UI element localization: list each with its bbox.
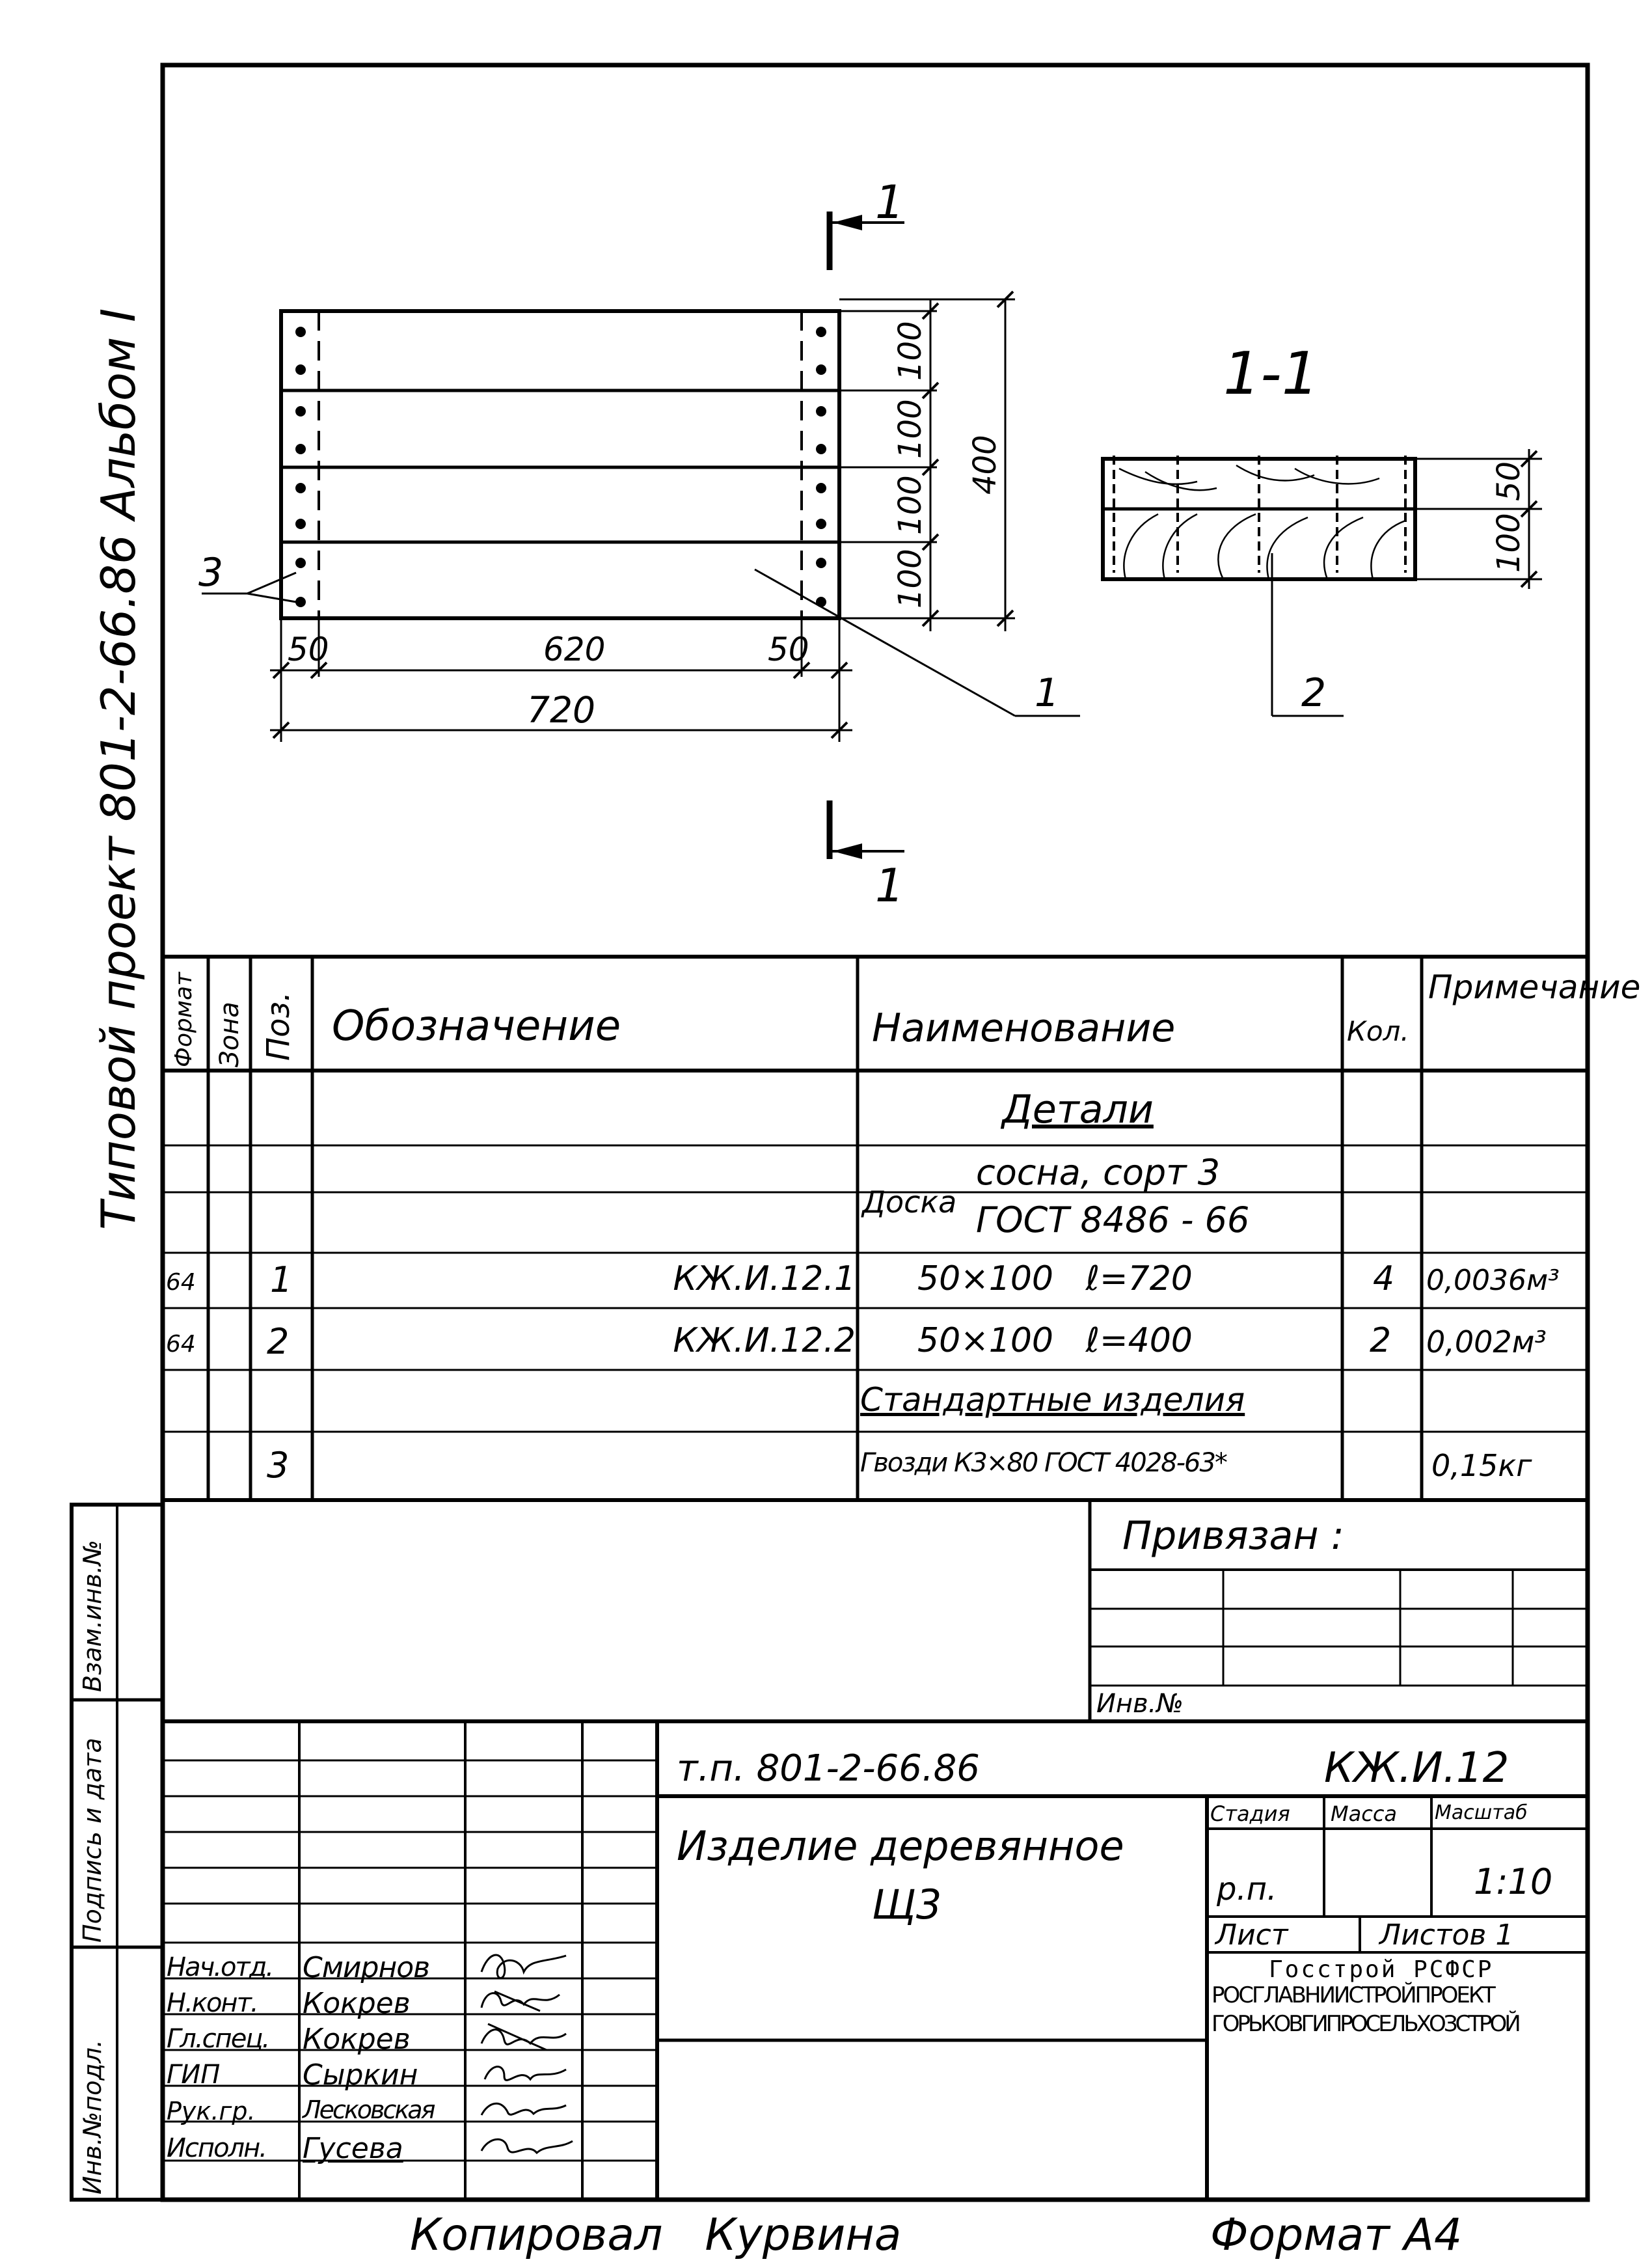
staff-role: Гл.спец. (167, 2024, 269, 2054)
doc-name-line2: Щ3 (872, 1881, 942, 1928)
table-row-2-format: 64 (166, 1331, 196, 1358)
table-row-2-name: 50×100 ℓ=400 (917, 1321, 1193, 1360)
project-code: т.п. 801-2-66.86 (677, 1747, 980, 1790)
header-name: Наименование (872, 1005, 1176, 1051)
table-row-2-designation: КЖ.И.12.2 (673, 1321, 856, 1360)
table-row-3-note: 0,15кг (1431, 1448, 1532, 1483)
binding-inv-label: Инв.№ (1096, 1689, 1184, 1719)
sheet-label: Лист (1215, 1919, 1288, 1952)
table-row-3-pos: 3 (267, 1445, 290, 1486)
staff-name: Кокрев (303, 2023, 411, 2056)
scale-label: Масштаб (1435, 1801, 1528, 1824)
footer-copied: Копировал Курвина (410, 2209, 902, 2261)
staff-role: Исполн. (167, 2133, 266, 2163)
section-title: 1-1 (1223, 340, 1319, 408)
staff-role: Н.конт. (167, 1988, 258, 2018)
dim-total-h: 400 (967, 435, 1003, 495)
table-row-2-qty: 2 (1370, 1321, 1392, 1360)
org-line1: Госстрой РСФСР (1269, 1956, 1494, 1983)
side-project-label: Типовой проект 801-2-66.86 Альбом I (91, 308, 146, 1230)
material-line2: ГОСТ 8486 - 66 (976, 1199, 1250, 1240)
table-row-1-format: 64 (166, 1269, 196, 1296)
callout-1: 1 (1035, 670, 1060, 716)
table-row-1-pos: 1 (270, 1259, 293, 1300)
doc-name-line1: Изделие деревянное (677, 1822, 1124, 1870)
dim-right: 50 (768, 631, 809, 668)
dim-h1: 100 (892, 321, 928, 381)
header-zone: Зона (215, 1002, 245, 1067)
header-qty: Кол. (1347, 1015, 1409, 1047)
staff-name: Лесковская (303, 2096, 434, 2124)
staff-name: Кокрев (303, 1987, 411, 2020)
dim-h4: 100 (892, 549, 928, 608)
stamp-inv-podl: Инв.№подл. (78, 2039, 107, 2194)
mass-label: Масса (1331, 1801, 1398, 1826)
table-row-2-note: 0,002м³ (1426, 1324, 1547, 1359)
table-row-1-name: 50×100 ℓ=720 (917, 1259, 1193, 1298)
table-row-1-note: 0,0036м³ (1426, 1264, 1560, 1297)
section-mark-bottom: 1 (875, 859, 904, 912)
material-prefix: Доска (862, 1184, 957, 1220)
header-note: Примечание (1428, 968, 1641, 1006)
callout-2: 2 (1301, 670, 1327, 716)
dim-h2: 100 (892, 399, 928, 459)
sheets-label: Листов 1 (1379, 1919, 1514, 1952)
signatures (468, 1946, 582, 2200)
section-standard: Стандартные изделия (860, 1381, 1245, 1419)
dim-section-total: 100 (1491, 513, 1527, 573)
callout-3: 3 (198, 550, 224, 595)
table-row-3-name: Гвозди К3×80 ГОСТ 4028-63* (860, 1448, 1226, 1478)
dim-left: 50 (288, 631, 329, 668)
header-designation: Обозначение (332, 1002, 621, 1050)
dim-mid: 620 (543, 631, 606, 668)
org-line3: ГОРЬКОВГИПРОСЕЛЬХОЗСТРОЙ (1212, 2011, 1519, 2037)
footer-format: Формат А4 (1210, 2209, 1463, 2261)
staff-name: Сыркин (303, 2058, 418, 2092)
table-row-2-pos: 2 (267, 1321, 290, 1362)
stamp-vzam-inv: Взам.инв.№ (78, 1540, 107, 1692)
org-line2: РОСГЛАВНИИСТРОЙПРОЕКТ (1212, 1982, 1494, 2008)
dim-h3: 100 (892, 475, 928, 535)
table-row-1-designation: КЖ.И.12.1 (673, 1259, 856, 1298)
staff-role: ГИП (167, 2060, 221, 2090)
staff-name: Гусева (303, 2132, 403, 2165)
scale-value: 1:10 (1474, 1861, 1553, 1902)
stage-label: Стадия (1210, 1801, 1290, 1826)
section-mark-top: 1 (875, 176, 904, 229)
header-pos: Поз. (260, 991, 297, 1061)
stamp-podpis-data: Подпись и дата (78, 1738, 107, 1943)
header-format: Формат (170, 972, 197, 1067)
binding-label: Привязан : (1122, 1513, 1344, 1559)
staff-name: Смирнов (303, 1951, 430, 1984)
staff-role: Рук.гр. (167, 2097, 256, 2125)
staff-role: Нач.отд. (167, 1952, 273, 1982)
stage-value: р.п. (1217, 1871, 1277, 1907)
section-details: Детали (1002, 1087, 1154, 1132)
dim-section-top: 50 (1491, 461, 1527, 501)
doc-code: КЖ.И.12 (1324, 1744, 1510, 1792)
table-row-1-qty: 4 (1373, 1259, 1395, 1298)
material-line1: сосна, сорт 3 (976, 1152, 1221, 1193)
dim-total-w: 720 (527, 689, 595, 731)
